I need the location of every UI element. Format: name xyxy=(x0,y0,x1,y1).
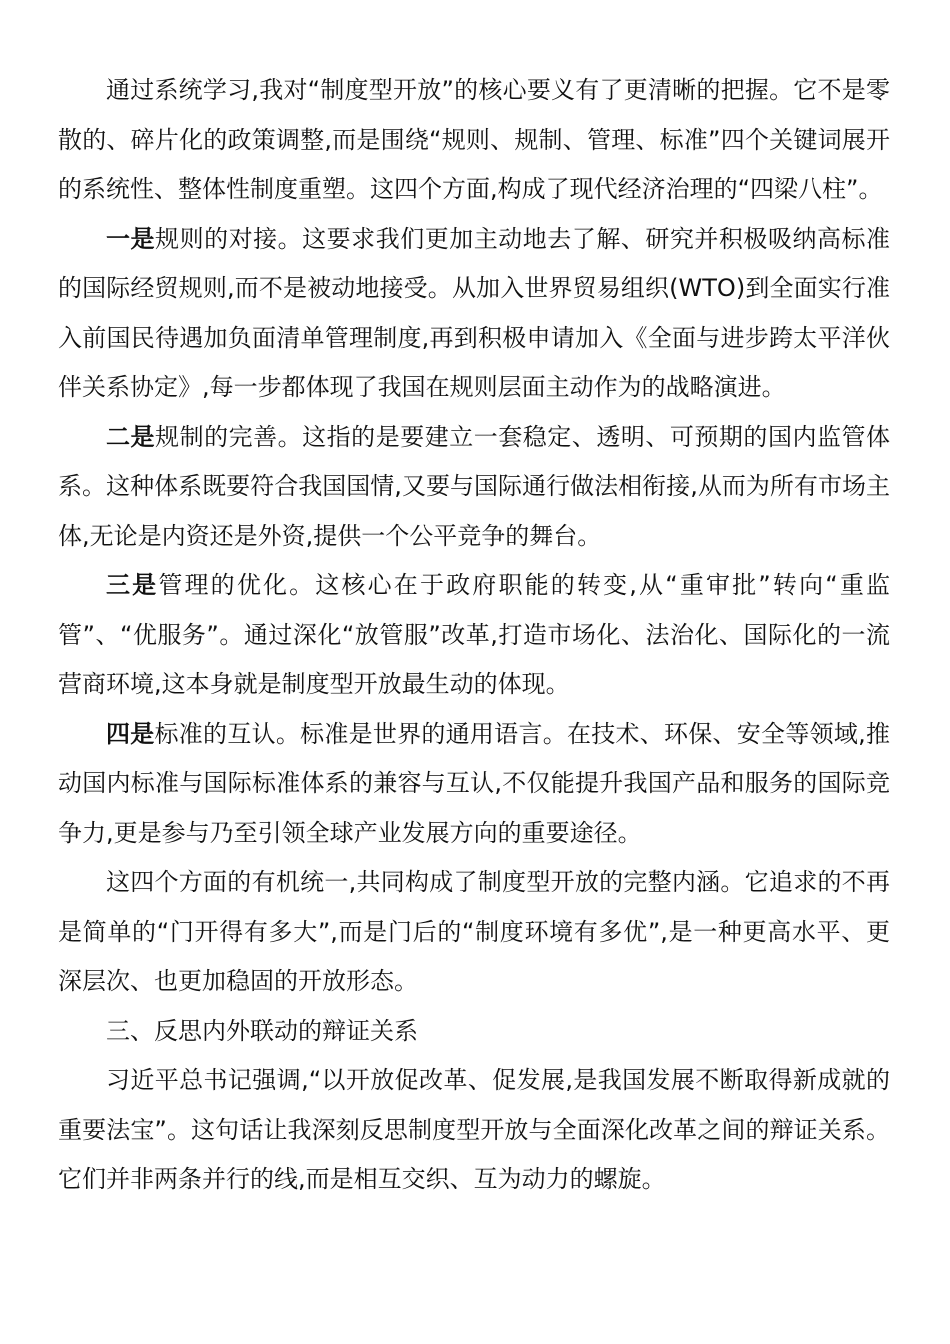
section-heading xyxy=(58,1007,890,1057)
paragraph-lead: 一是 xyxy=(106,224,156,253)
paragraph-point-one xyxy=(58,215,890,413)
document-body xyxy=(58,66,890,1205)
paragraph-text: 习近平总书记强调,“以开放促改革、促发展,是我国发展不断取得新成就的重要法宝”。这句话让我深刻反思制度型开放与全面深化改革之间的辩证关系。它们并非两条并行的线,而是相互交织、互为动力的螺旋。 xyxy=(58,1066,890,1193)
paragraph-lead: 三是 xyxy=(106,571,159,599)
paragraph-text: 规则的对接。这要求我们更加主动地去了解、研究并积极吸纳高标准的国际经贸规则,而不是被动地接受。从加入世界贸易组织(WTO)到全面实行准入前国民待遇加负面清单管理制度,再到积极申请加入《全面与进步跨太平洋伙伴关系协定》,每一步都体现了我国在规则层面主动作为的战略演进。 xyxy=(58,224,891,401)
paragraph-text: 这四个方面的有机统一,共同构成了制度型开放的完整内涵。它追求的不再是简单的“门开得有多大”,而是门后的“制度环境有多优”,是一种更高水平、更深层次、也更加稳固的开放形态。 xyxy=(58,868,890,995)
paragraph-text: 管理的优化。这核心在于政府职能的转变,从“重审批”转向“重监管”、“优服务”。通过深化“放管服”改革,打造市场化、法治化、国际化的一流营商环境,这本身就是制度型开放最生动的体现。 xyxy=(58,571,890,698)
paragraph-text: 标准的互认。标准是世界的通用语言。在技术、环保、安全等领域,推动国内标准与国际标准体系的兼容与互认,不仅能提升我国产品和服务的国际竞争力,更是参与乃至引领全球产业发展方向的重要途径。 xyxy=(58,719,890,847)
section-heading-text: 三、反思内外联动的辩证关系 xyxy=(106,1016,418,1045)
paragraph-reflection xyxy=(58,1056,890,1205)
paragraph-point-two xyxy=(58,413,890,562)
paragraph-lead: 四是 xyxy=(106,719,155,748)
paragraph-point-four xyxy=(58,710,890,859)
paragraph-summary xyxy=(58,858,890,1007)
paragraph-point-three xyxy=(58,561,890,710)
paragraph-lead: 二是 xyxy=(106,422,156,451)
paragraph-intro xyxy=(58,66,890,215)
paragraph-text: 规制的完善。这指的是要建立一套稳定、透明、可预期的国内监管体系。这种体系既要符合我国国情,又要与国际通行做法相衔接,从而为所有市场主体,无论是内资还是外资,提供一个公平竞争的舞台。 xyxy=(58,422,891,550)
paragraph-text: 通过系统学习,我对“制度型开放”的核心要义有了更清晰的把握。它不是零散的、碎片化的政策调整,而是围绕“规则、规制、管理、标准”四个关键词展开的系统性、整体性制度重塑。这四个方面,构成了现代经济治理的“四梁八柱”。 xyxy=(58,76,890,203)
